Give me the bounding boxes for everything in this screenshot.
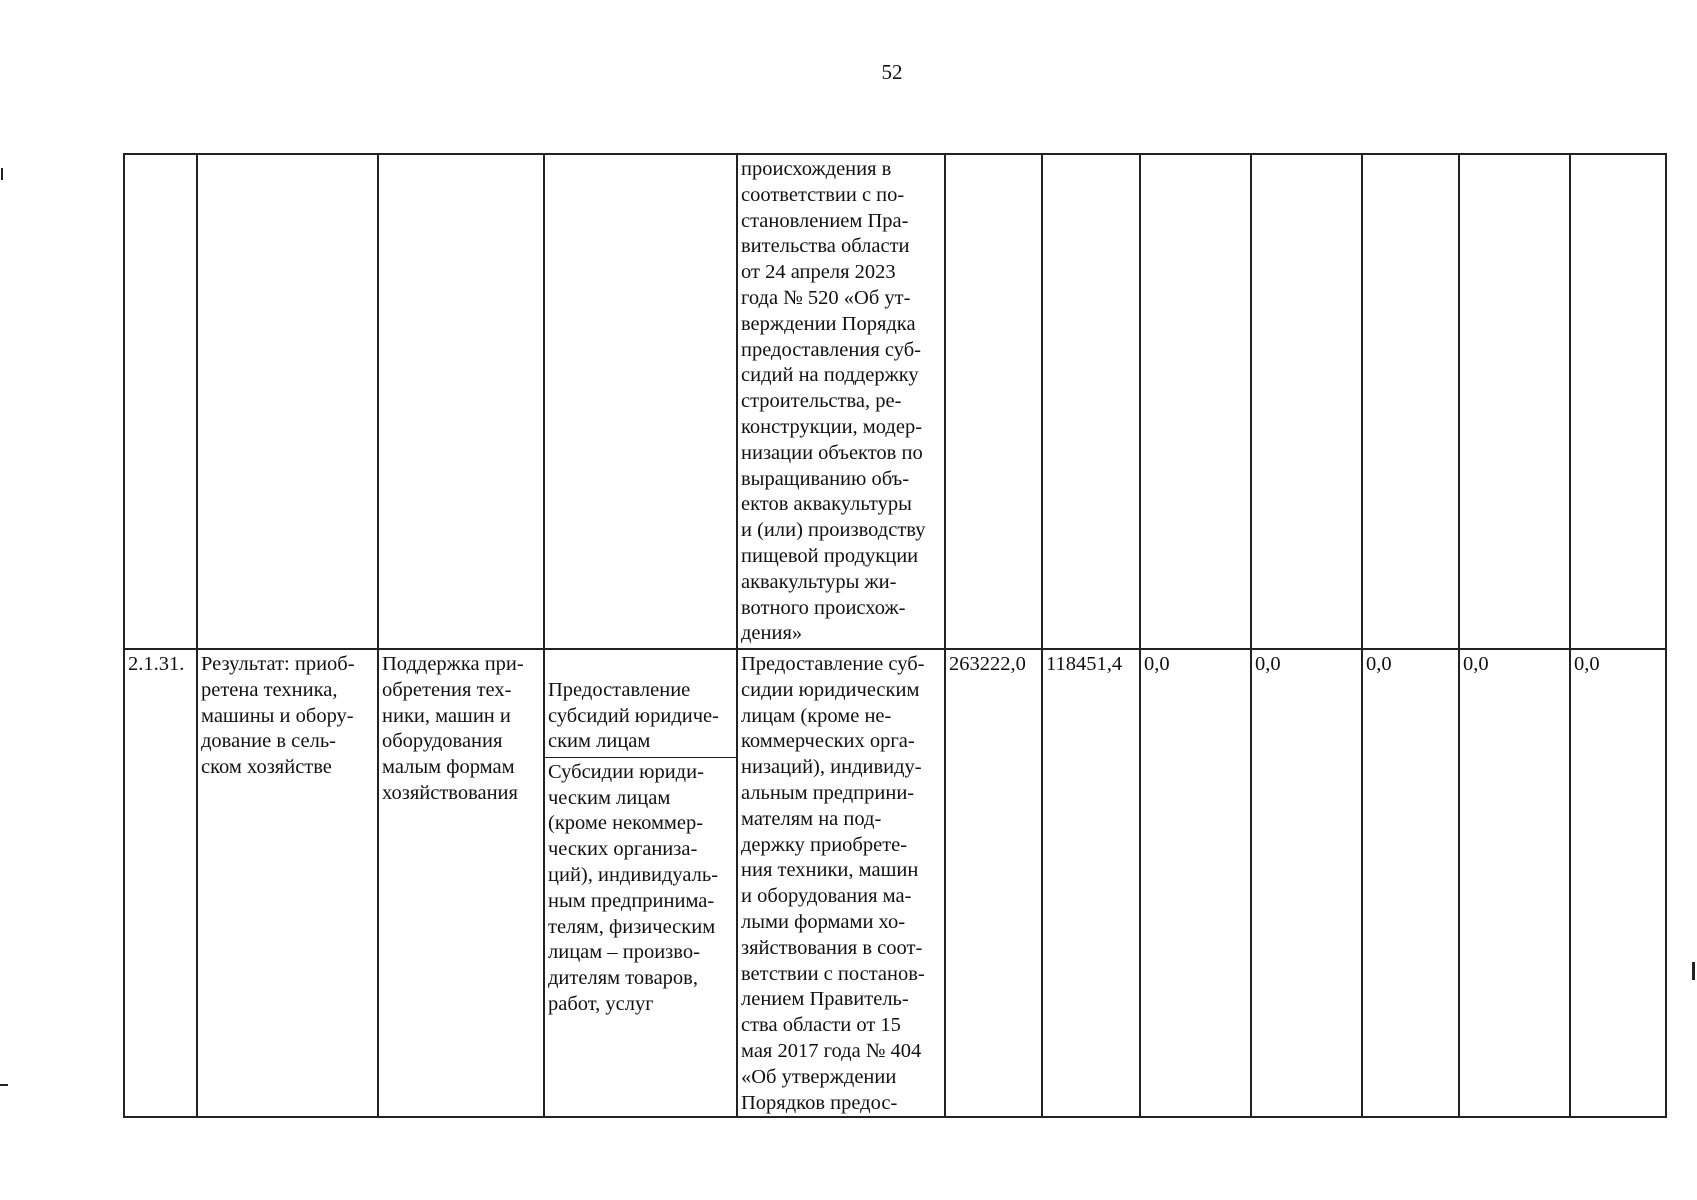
cell-mechanism: происхождения в соответствии с по- становлением Пра- вительства области от 24 апреля 2023 года № 520 «Об ут- верждении Порядка предоставления суб- сидий на поддержку строительства, ре- конструкции, модер- низации объектов по выращиванию объ- ектов аквакультуры и (или) производству пищевой продукции аквакультуры жи- вотного происхож- дения» [737,154,945,649]
cell-value-5 [1362,154,1459,649]
cell-value-5: 0,0 [1362,649,1459,1117]
scan-mark-left-top [1,168,3,180]
cell-type-split [545,676,736,1118]
cell-value-1: 263222,0 [945,649,1042,1117]
scan-mark-left-bottom [0,1084,8,1086]
cell-value-2 [1042,154,1140,649]
cell-result: Результат: приоб- ретена техника, машины и обору- дование в сель- ском хозяйстве [197,649,378,1117]
cell-value-6: 0,0 [1459,649,1570,1117]
cell-number [124,154,197,649]
cell-type [544,154,737,649]
cell-value-7 [1570,154,1666,649]
page-number: 52 [881,60,903,84]
cell-value-4 [1251,154,1362,649]
cell-value-3: 0,0 [1140,649,1251,1117]
cell-measure: Поддержка при- обретения тех- ники, машин и оборудования малым формам хозяйствования [378,649,544,1117]
cell-value-2: 118451,4 [1042,649,1140,1117]
cell-value-4: 0,0 [1251,649,1362,1117]
cell-type-top: Предоставление субсидий юридиче- ским лицам [545,676,736,758]
cell-type [544,649,737,1117]
cell-value-3 [1140,154,1251,649]
scan-mark-right [1692,962,1695,980]
cell-value-1 [945,154,1042,649]
cell-result [197,154,378,649]
cell-value-7: 0,0 [1570,649,1666,1117]
program-table [123,153,1667,1118]
table-row [124,649,1666,1117]
cell-type-bottom: Субсидии юриди- ческим лицам (кроме некоммер- ческих организа- ций), индивидуаль- ным предпринима- телям, физическим лицам – произво- дителям товаров, работ, услуг [548,760,719,1015]
cell-value-6 [1459,154,1570,649]
continuation-row [124,154,1666,649]
cell-measure [378,154,544,649]
cell-number: 2.1.31. [124,649,197,1117]
cell-mechanism: Предоставление суб- сидии юридическим лицам (кроме не- коммерческих орга- низаций), индивиду- альным предприни- мателям на под- держку приобрете- ния техники, машин и оборудования ма- лыми формами хо- зяйствования в соот- ветствии с постанов- лением Правитель- ства области от 15 мая 2017 года № 404 «Об утверждении Порядков предос- [737,649,945,1117]
